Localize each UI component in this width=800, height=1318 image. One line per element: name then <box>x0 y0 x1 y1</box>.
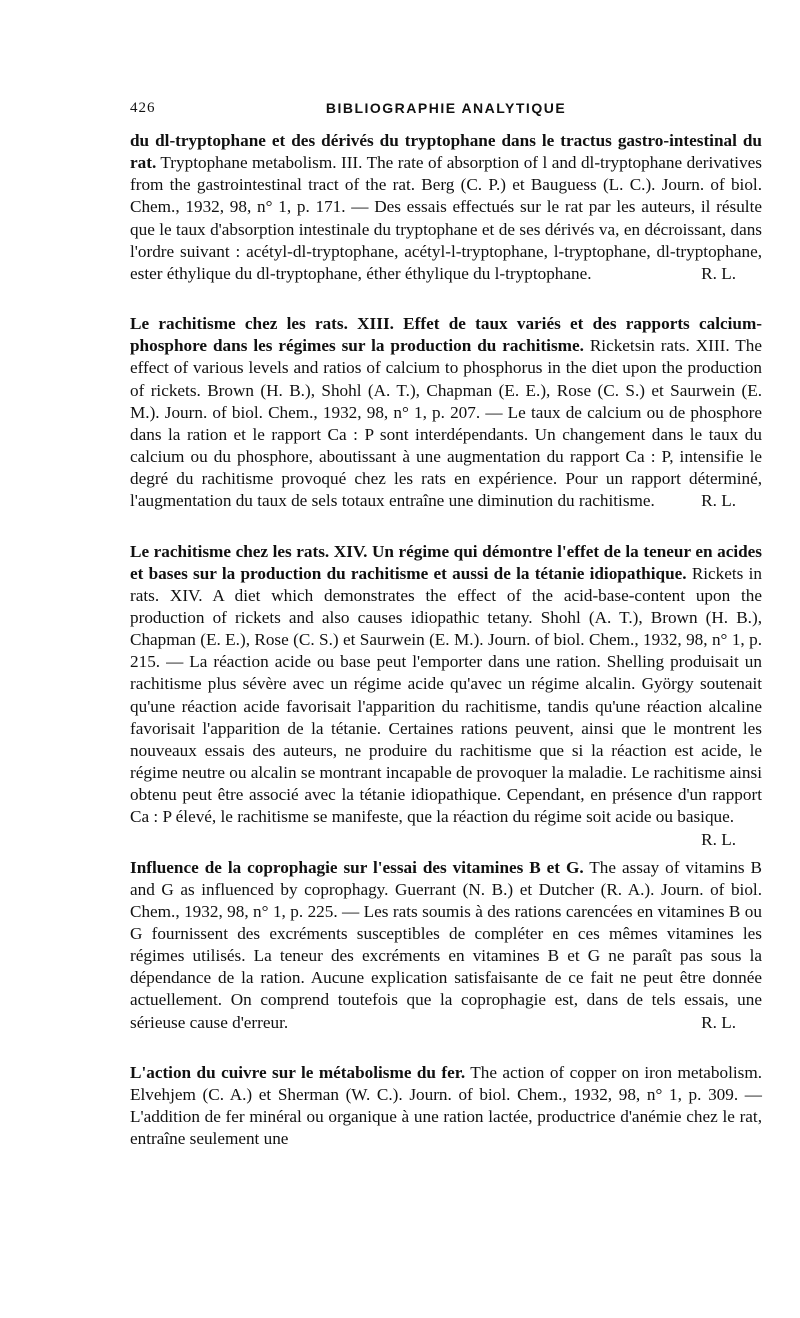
entry-body: Tryptophane metabolism. III. The rate of absorption of l and dl-tryptophane derivatives from the gastrointestinal tract of the rat. Berg (C. P.) et Bauguess (L. C.). Journ. of biol. Chem., 1932, 98, n° 1, p. 171. — Des essais effectués sur le rat par les auteurs, il résulte que le taux d'absorption intestinale du tryptophane et de ses dérivés va, en décroissant, dans l'ordre suivant : acétyl-dl-tryptophane, acétyl-l-tryptophane, l-tryptophane, dl-tryptophane, ester éthylique du dl-tryptophane, éther éthylique du l-tryptophane. <box>130 153 762 283</box>
entry-title: L'action du cuivre sur le métabolisme du fer. <box>130 1062 466 1082</box>
page-number: 426 <box>130 100 156 116</box>
entry-body: The assay of vitamins B and G as influenced by coprophagy. Guerrant (N. B.) et Dutcher (R. A.). Journ. of biol. Chem., 1932, 98, n° 1, p. 225. — Les rats soumis à des rations carencées en vitamines B ou G fournissent des excréments susceptibles de compléter en ces mêmes vitamines les régimes utilisés. La teneur des excréments en vitamines B et G ne paraît pas sous la dépendance de la ration. Aucune explication satisfaisante de ce fait ne peut être donnée actuellement. On comprend toutefois que la coprophagie est, dans de tels essais, une sérieuse cause d'erreur. <box>130 857 762 1032</box>
abstract-entry <box>130 130 762 285</box>
entry-title: Influence de la coprophagie sur l'essai des vitamines B et G. <box>130 857 584 877</box>
page-content <box>130 100 762 1150</box>
entry-title: Le rachitisme chez les rats. XIII. Effet de taux variés et des rapports calcium-phosphore dans les régimes sur la production du rachitisme. <box>130 314 762 356</box>
abstract-entry <box>130 541 762 849</box>
abstract-entry <box>130 1062 762 1151</box>
entry-signature: R. L. <box>701 491 736 511</box>
entry-signature: R. L. <box>701 263 736 283</box>
entry-title: Le rachitisme chez les rats. XIV. Un régime qui démontre l'effet de la teneur en acides et bases sur la production du rachitisme et aussi de la tétanie idiopathique. <box>130 541 762 583</box>
entry-title: du dl-tryptophane et des dérivés du tryptophane dans le tractus gastro-intestinal du rat. <box>130 131 762 173</box>
entry-signature: R. L. <box>701 1012 736 1032</box>
abstract-entry <box>130 313 762 512</box>
running-head: BIBLIOGRAPHIE ANALYTIQUE <box>325 100 567 116</box>
page-header <box>130 100 762 128</box>
entry-body: Rickets in rats. XIV. A diet which demonstrates the effect of the acid-base-content upon the production of rickets and also causes idiopathic tetany. Shohl (A. T.), Brown (H. B.), Chapman (E. E.), Rose (C. S.) et Saurwein (E. M.). Journ. of biol. Chem., 1932, 98, n° 1, p. 215. — La réaction acide ou base peut l'emporter dans une ration. Shelling produisait un rachitisme plus sévère avec un régime acide qu'avec un régime alcalin. György soutenait qu'une réaction acide favorisait l'apparition du rachitisme, tandis qu'une réaction alcaline favorisait l'apparition de la tétanie. Certaines rations peuvent, ainsi que le montrent les nouveaux essais des auteurs, ne produire du rachitisme que si la réaction est acide, le régime neutre ou alcalin se montrant incapable de provoquer la maladie. Le rachitisme ainsi obtenu peut être associé avec la tétanie idiopathique. Cependant, en présence d'un rapport Ca : P élevé, le rachitisme se manifeste, que la réaction du régime soit acide ou basique. <box>130 563 762 827</box>
abstract-entry <box>130 857 762 1034</box>
entry-body: The action of copper on iron metabolism. Elvehjem (C. A.) et Sherman (W. C.). Journ. of biol. Chem., 1932, 98, n° 1, p. 309. — L'addition de fer minéral ou organique à une ration lactée, productrice d'anémie chez le rat, entraîne seulement une <box>130 1062 762 1149</box>
entry-body: Ricketsin rats. XIII. The effect of various levels and ratios of calcium to phosphorus in the diet upon the production of rickets. Brown (H. B.), Shohl (A. T.), Chapman (E. E.), Rose (C. S.) et Saurwein (E. M.). Journ. of biol. Chem., 1932, 98, n° 1, p. 207. — Le taux de calcium ou de phosphore dans la ration et le rapport Ca : P sont interdépendants. Un changement dans le taux du calcium ou du phosphore, aboutissant à une augmentation du rapport Ca : P, intensifie le degré du rachitisme provoqué chez les rats en expérience. Pour un rapport déterminé, l'augmentation du taux de sels totaux entraîne une diminution du rachitisme. <box>130 336 762 511</box>
entry-signature: R. L. <box>701 829 736 849</box>
